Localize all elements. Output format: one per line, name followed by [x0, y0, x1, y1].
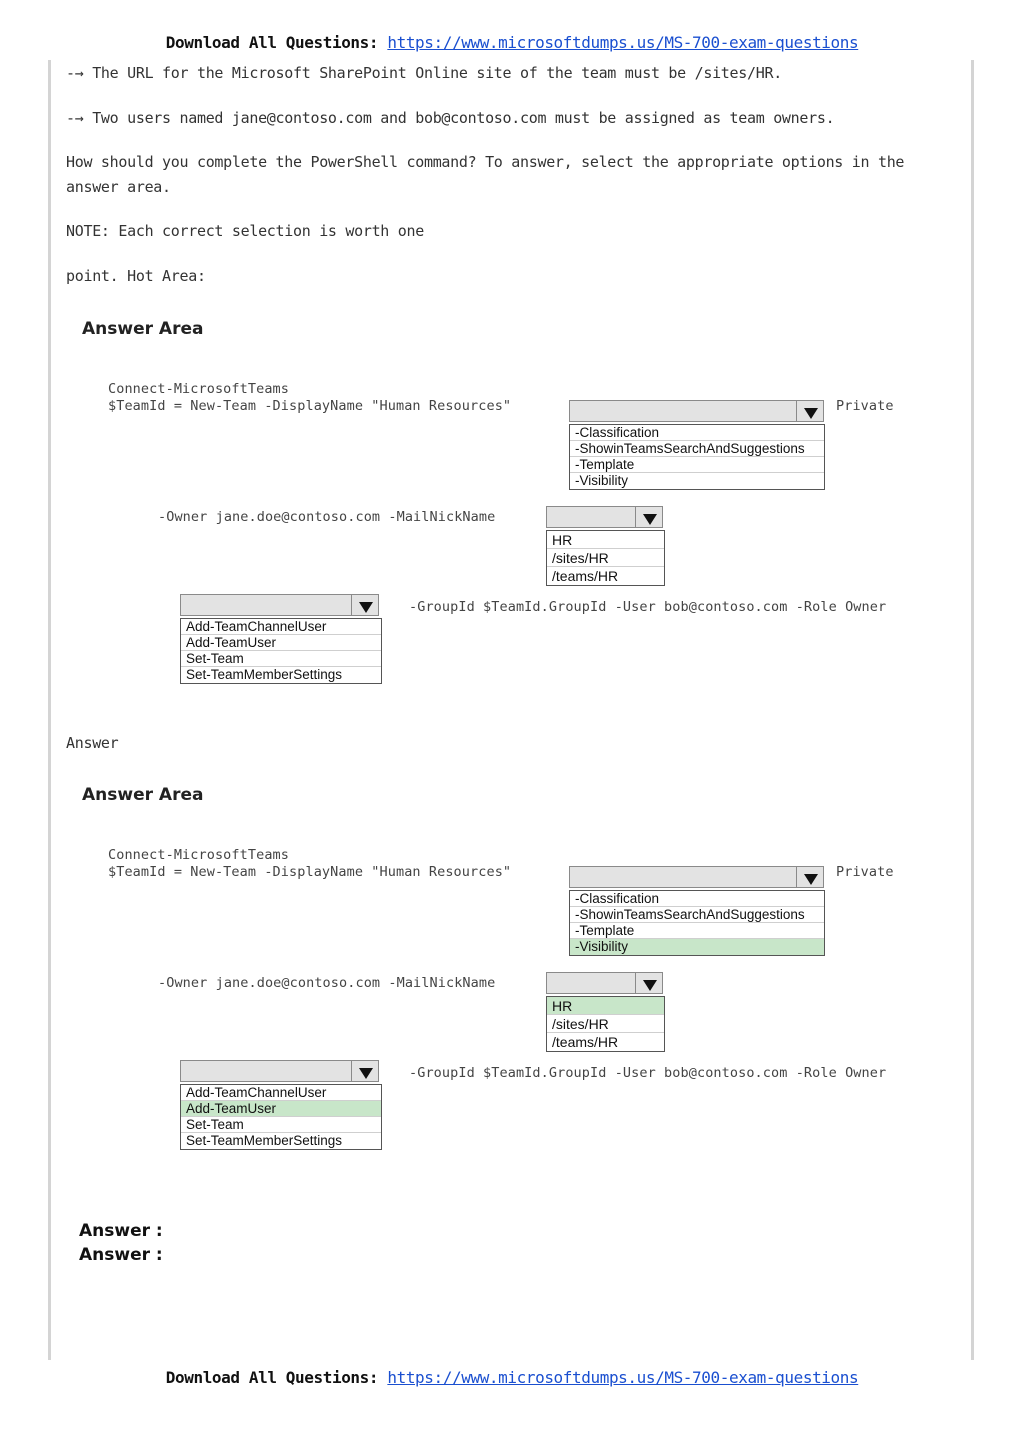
page-border-right — [971, 60, 974, 1360]
option-classification[interactable]: -Classification — [570, 891, 824, 907]
option-add-team-channel-user[interactable]: Add-TeamChannelUser — [181, 1085, 381, 1101]
option-add-team-user[interactable]: Add-TeamUser — [181, 635, 381, 651]
answer-area-title: Answer Area — [82, 785, 204, 805]
answer-label-1: Answer : — [79, 1221, 163, 1241]
answer-label-2: Answer : — [79, 1245, 163, 1265]
option-template[interactable]: -Template — [570, 923, 824, 939]
code-group-line: -GroupId $TeamId.GroupId -User bob@contoso.com -Role Owner — [409, 599, 887, 615]
option-show-in-teams-search[interactable]: -ShowinTeamsSearchAndSuggestions — [570, 441, 824, 457]
footer-download-link[interactable]: https://www.microsoftdumps.us/MS-700-exam-questions — [387, 1368, 859, 1387]
code-connect-line: Connect-MicrosoftTeams — [108, 847, 290, 863]
option-classification[interactable]: -Classification — [570, 425, 824, 441]
code-private-value: Private — [836, 864, 894, 880]
nickname-options — [546, 530, 665, 586]
param-dropdown-field[interactable] — [569, 400, 797, 422]
option-set-team-member-settings[interactable]: Set-TeamMemberSettings — [186, 667, 343, 682]
note-text: NOTE: Each correct selection is worth one — [66, 222, 424, 240]
option-add-team-user-selected[interactable]: Add-TeamUser — [181, 1101, 381, 1117]
param-options — [569, 890, 825, 956]
page-footer — [0, 1368, 1024, 1387]
question-text-line2: answer area. — [66, 178, 171, 196]
code-connect-line: Connect-MicrosoftTeams — [108, 381, 290, 397]
option-hr[interactable]: HR — [547, 531, 664, 549]
chevron-down-icon[interactable] — [635, 506, 663, 528]
answer-heading: Answer — [66, 734, 119, 752]
cmdlet-dropdown-field[interactable] — [180, 1060, 352, 1082]
code-owner-line: -Owner jane.doe@contoso.com -MailNickName — [158, 975, 496, 991]
hot-area-text: point. Hot Area: — [66, 267, 206, 285]
option-hr-selected[interactable]: HR — [547, 997, 664, 1015]
cmdlet-options — [180, 1084, 382, 1150]
param-options — [569, 424, 825, 490]
option-template[interactable]: -Template — [570, 457, 824, 473]
option-teams-hr[interactable]: /teams/HR — [552, 1034, 619, 1050]
option-visibility-selected[interactable]: -Visibility — [570, 939, 824, 955]
header-prefix: Download All Questions: — [165, 33, 388, 52]
option-teams-hr[interactable]: /teams/HR — [552, 568, 619, 584]
option-sites-hr[interactable]: /sites/HR — [547, 1015, 664, 1033]
code-owner-line: -Owner jane.doe@contoso.com -MailNickName — [158, 509, 496, 525]
nickname-dropdown-field[interactable] — [546, 972, 636, 994]
option-visibility[interactable]: -Visibility — [575, 473, 629, 488]
nickname-options — [546, 996, 665, 1052]
code-group-line: -GroupId $TeamId.GroupId -User bob@contoso.com -Role Owner — [409, 1065, 887, 1081]
option-sites-hr[interactable]: /sites/HR — [547, 549, 664, 567]
chevron-down-icon[interactable] — [635, 972, 663, 994]
code-new-team-line: $TeamId = New-Team -DisplayName "Human Resources" — [108, 864, 512, 880]
option-add-team-channel-user[interactable]: Add-TeamChannelUser — [181, 619, 381, 635]
param-dropdown-field[interactable] — [569, 866, 797, 888]
code-private-value: Private — [836, 398, 894, 414]
requirement-team-owners: ‑→ Two users named jane@contoso.com and bob@contoso.com must be assigned as team owners. — [66, 109, 835, 127]
option-set-team[interactable]: Set-Team — [181, 1117, 381, 1133]
header-download-link[interactable]: https://www.microsoftdumps.us/MS-700-exam-questions — [387, 33, 859, 52]
chevron-down-icon[interactable] — [796, 866, 824, 888]
cmdlet-dropdown-field[interactable] — [180, 594, 352, 616]
answer-area-title: Answer Area — [82, 319, 204, 339]
nickname-dropdown-field[interactable] — [546, 506, 636, 528]
chevron-down-icon[interactable] — [796, 400, 824, 422]
option-set-team-member-settings[interactable]: Set-TeamMemberSettings — [186, 1133, 343, 1148]
page-header — [0, 33, 1024, 52]
question-text-line1: How should you complete the PowerShell command? To answer, select the appropriate options in the — [66, 153, 905, 171]
chevron-down-icon[interactable] — [351, 1060, 379, 1082]
option-set-team[interactable]: Set-Team — [181, 651, 381, 667]
option-show-in-teams-search[interactable]: -ShowinTeamsSearchAndSuggestions — [570, 907, 824, 923]
code-new-team-line: $TeamId = New-Team -DisplayName "Human Resources" — [108, 398, 512, 414]
footer-prefix: Download All Questions: — [165, 1368, 388, 1387]
chevron-down-icon[interactable] — [351, 594, 379, 616]
page-border-left — [48, 60, 51, 1360]
requirement-sites-url: ‑→ The URL for the Microsoft SharePoint Online site of the team must be /sites/HR. — [66, 64, 782, 82]
cmdlet-options — [180, 618, 382, 684]
